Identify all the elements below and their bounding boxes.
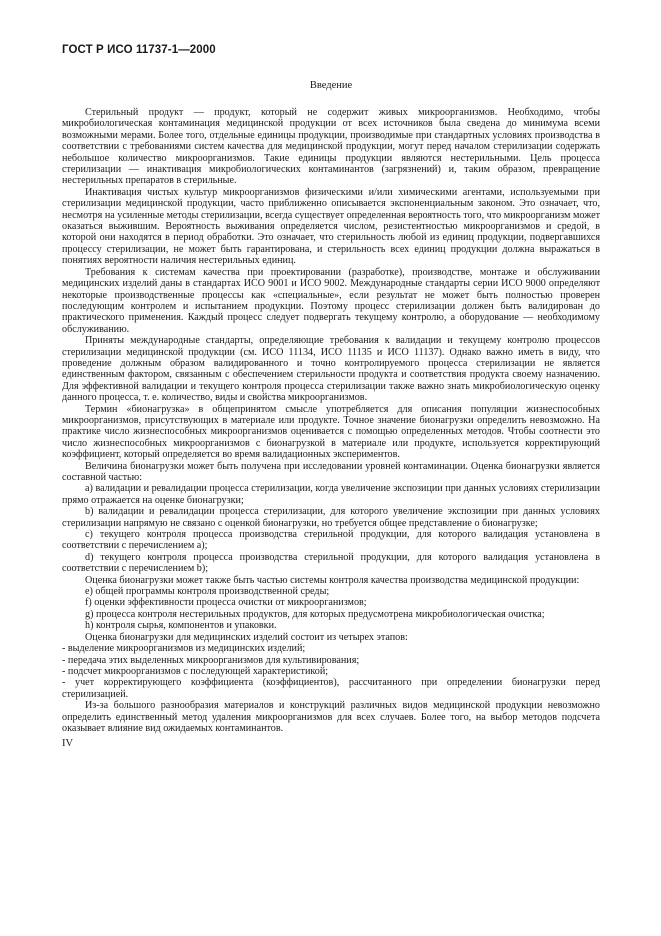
paragraph: Оценка бионагрузки для медицинских изделий состоит из четырех этапов: [85, 631, 408, 643]
paragraph: Из-за большого разнообразия материалов и конструкций различных видов медицинской продукции невозможно определить единственный метод удаления микроорганизмов для всех случаев. Более того, на выбор методов подсчета оказывает влияние вид ожидаемых контаминантов. [62, 700, 600, 734]
dash-item: - учет корректирующего коэффициента (коэффициентов), рассчитанного при определении бионагрузки перед стерилизацией. [62, 677, 600, 700]
list-item: f) оценки эффективности процесса очистки от микроорганизмов; [85, 597, 367, 609]
paragraph: Оценка бионагрузки может также быть частью системы контроля качества производства медицинской продукции: [85, 574, 580, 586]
page-number: IV [62, 738, 74, 750]
document-header: ГОСТ Р ИСО 11737-1—2000 [62, 44, 216, 56]
paragraph: Инактивация чистых культур микроорганизмов физическими и/или химическими агентами, используемыми при стерилизации медицинской продукции, часто приближенно описывается экспоненциальным законом. Это означает, что, несмотря на усиленные методы стерилизации, всегда существует определенная вероятность того, что микроорганизм может оказаться выжившим. Вероятность выживания определяется числом, резистентностью микроорганизмов и средой, в которой они находятся в период обработки. Это означает, что стерильность любой из единиц продукции, подвергавшихся процессу стерилизации, не может быть гарантирована, и стерильность всех единиц продукции должна выражаться в понятиях вероятности наличия нестерильных единиц. [62, 186, 600, 267]
document-body [62, 107, 600, 734]
section-title: Введение [309, 80, 353, 91]
list-item: e) общей программы контроля производственной среды; [85, 586, 330, 598]
paragraph: Стерильный продукт — продукт, который не содержит живых микроорганизмов. Необходимо, чтобы микробиологическая контаминация медицинской продукции от всех источников была сведена до минимума всеми возможными мерами. Более того, отдельные единицы продукции, производимые при стандартных условиях производства в соответствии с требованиями систем качества для медицинской продукции, могут перед началом стерилизации содержать небольшое количество микроорганизмов. Такие единицы продукции являются нестерильными. Цель процесса стерилизации — инактивация микробиологических контаминантов (загрязнений) и, таким образом, превращение нестерильных препаратов в стерильные. [62, 107, 600, 187]
list-item: d) текущего контроля процесса производства стерильной продукции, для которого валидация установлена в соответствии с перечислением b); [62, 551, 600, 575]
list-item: g) процесса контроля нестерильных продуктов, для которых предусмотрена микробиологическая очистка; [85, 608, 545, 620]
document-page [62, 44, 600, 749]
list-item: а) валидации и ревалидации процесса стерилизации, когда увеличение экспозиции при данных условиях стерилизации прямо отражается на оценке бионагрузки; [62, 483, 600, 506]
dash-item: - выделение микроорганизмов из медицинских изделий; [62, 643, 306, 655]
paragraph: Приняты международные стандарты, определяющие требования к валидации и текущему контролю процессов стерилизации медицинской продукции (см. ИСО 11134, ИСО 11135 и ИСО 11137). Однако важно иметь в виду, что проведение должным образом валидированного и точно контролируемого процесса стерилизации не является единственным фактором, связанным с обеспечением стерильности продукта и соответствия продукта своему назначению. Для эффективной валидации и текущего контроля процесса стерилизации также важно знать микробиологическую оценку данного процесса, т. е. количество, виды и свойства микроорганизмов. [62, 335, 600, 404]
list-item: c) текущего контроля процесса производства стерильной продукции, для которого валидация установлена в соответствии с перечислением а); [62, 529, 600, 552]
paragraph: Термин «бионагрузка» в общепринятом смысле употребляется для описания популяции жизнеспособных микроорганизмов, присутствующих в материале или продукте. Точное значение бионагрузки определить невозможно. На практике число жизнеспособных микроорганизмов оценивается с помощью определенных методов. Чтобы соотнести это число жизнеспособных микроорганизмов с бионагрузкой в материале или продукте, используется корректирующий коэффициент, который определяется во время валидационных экспериментов. [62, 403, 600, 461]
paragraph: Требования к системам качества при проектировании (разработке), производстве, монтаже и обслуживании медицинских изделий даны в стандартах ИСО 9001 и ИСО 9002. Международные стандарты серии ИСО 9000 определяют некоторые производственные процессы как «специальные», если результат не может быть полностью проверен последующим контролем и испытанием продукции. Поэтому процесс стерилизации должен быть валидирован до практического применения. Каждый процесс следует подвергать текущему контролю, а оборудование — необходимому обслуживанию. [62, 266, 600, 335]
list-item: h) контроля сырья, компонентов и упаковки. [85, 620, 277, 632]
paragraph: Величина бионагрузки может быть получена при исследовании уровней контаминации. Оценка бионагрузки является составной частью: [62, 460, 600, 483]
dash-item: - подсчет микроорганизмов с последующей характеристикой; [62, 665, 329, 677]
dash-item: - передача этих выделенных микроорганизмов для культивирования; [62, 654, 360, 666]
list-item: b) валидации и ревалидации процесса стерилизации, для которого увеличение экспозиции при данных условиях стерилизации напрямую не связано с оценкой бионагрузки, но требуется общее представление о бионагрузке; [62, 506, 600, 529]
